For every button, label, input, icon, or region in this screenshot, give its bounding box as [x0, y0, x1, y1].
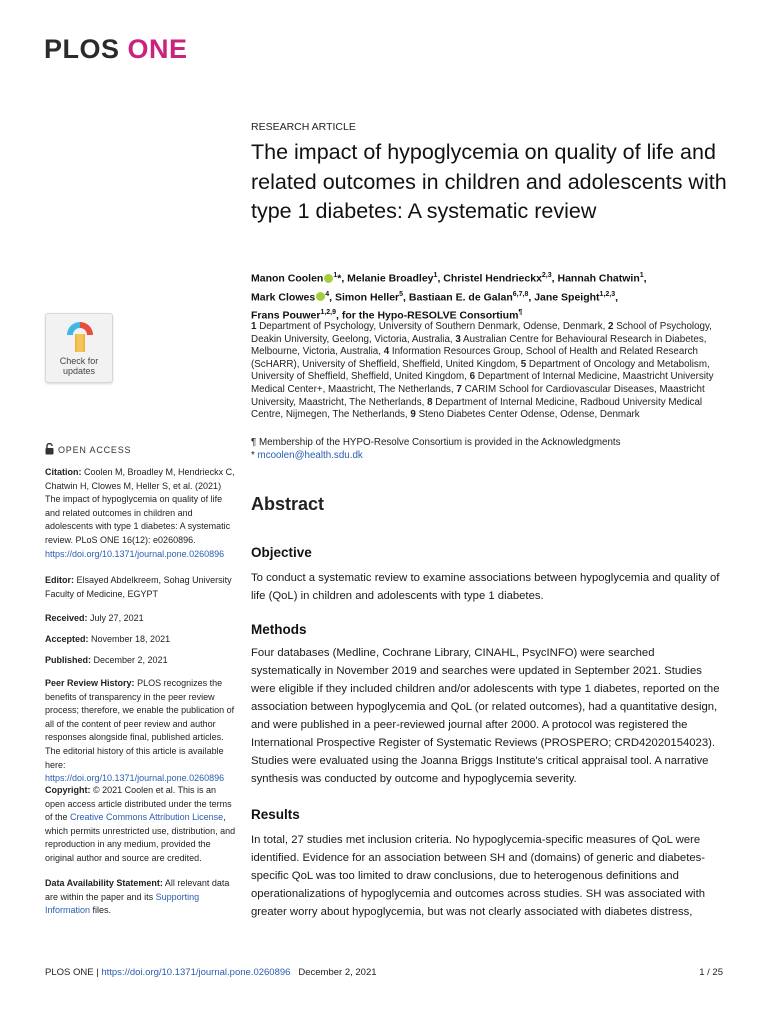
- footer-doi-link[interactable]: https://doi.org/10.1371/journal.pone.0260896: [101, 967, 291, 978]
- citation-block: [45, 466, 237, 561]
- data-availability-label: Data Availability Statement:: [45, 878, 163, 888]
- logo-plos-text: PLOS: [44, 34, 120, 64]
- affiliation-number: 8: [427, 396, 433, 408]
- author-name[interactable]: Frans Pouwer: [251, 309, 321, 322]
- consortium-name: for the Hypo-RESOLVE Consortium: [341, 309, 519, 322]
- open-lock-icon: [45, 443, 54, 457]
- author-name[interactable]: Jane Speight: [534, 291, 600, 303]
- badge-line-1: Check for: [59, 356, 99, 366]
- affiliation-text: Department of Internal Medicine, Radboud University Medical Centre, Nijmegen, The Netherlands,: [251, 396, 703, 421]
- orcid-icon[interactable]: [316, 292, 325, 301]
- supporting-information-link[interactable]: Supporting Information: [45, 891, 200, 916]
- copyright-block: [45, 784, 237, 866]
- author-separator: ,: [336, 309, 342, 322]
- author-separator: ,: [528, 291, 535, 303]
- corresponding-email-link[interactable]: mcoolen@health.sdu.dk: [257, 450, 363, 461]
- published-block: [45, 654, 237, 668]
- author-separator: ,: [643, 272, 647, 285]
- affiliation-number: 5: [520, 358, 527, 370]
- affiliation-text: School of Psychology, Deakin University, Geelong, Victoria, Australia,: [251, 321, 712, 345]
- orcid-icon[interactable]: [324, 274, 333, 283]
- page-number: 1 / 25: [699, 967, 723, 978]
- author-separator: ,: [329, 291, 335, 303]
- citation-doi-link[interactable]: https://doi.org/10.1371/journal.pone.0260896: [45, 548, 225, 559]
- affiliations: [251, 321, 726, 422]
- methods-text: Four databases (Medline, Cochrane Library, CINAHL, PsycINFO) were searched systematically in November 2019 and searches were updated in September 2021. Studies were eligible if they included children and/or adolescents with type 1 diabetes, reported on the association between hypoglycemia and QoL (or related outcomes), had a quantitative design, and were published in a peer-reviewed journal after 2000. A protocol was registered the International Prospective Register of Systematic Reviews (PROSPERO; CRD42020154023). Studies were evaluated using the Joanna Briggs Institute's critical appraisal tool. A narrative synthesis was conducted by outcome and hypoglycemia severity.: [251, 647, 720, 785]
- copyright-text-end: , which permits unrestricted use, distribution, and reproduction in any medium, provided the original author and source are credited.: [45, 812, 236, 863]
- author-affiliation-sup: 1: [433, 272, 438, 279]
- peer-review-block: [45, 677, 237, 786]
- open-access-text: OPEN ACCESS: [58, 445, 132, 455]
- objective-heading: Objective: [251, 545, 312, 560]
- badge-line-2: updates: [62, 366, 96, 376]
- data-availability-text-end: files.: [92, 905, 112, 916]
- peer-review-label: Peer Review History:: [45, 678, 135, 688]
- abstract-heading: Abstract: [251, 494, 325, 514]
- accepted-label: Accepted:: [45, 634, 89, 644]
- author-affiliation-sup: 1,2,3: [599, 290, 616, 298]
- data-availability-block: [45, 877, 237, 918]
- author-list: [251, 268, 731, 324]
- affiliation-number: 6: [469, 371, 476, 383]
- consortium-mark: ¶: [518, 309, 523, 316]
- author-affiliation-sup: 1: [639, 272, 644, 279]
- open-access-label: [45, 443, 131, 457]
- affiliation-text: CARIM School for Cardiovascular Diseases, Maastricht University, Maastricht, The Netherlands,: [251, 383, 705, 408]
- footer-journal: PLOS ONE: [45, 967, 94, 978]
- peer-review-text: PLOS recognizes the benefits of transparency in the peer review process; therefore, we enable the publication of all of the content of peer review and author responses alongside final, published articles. The editorial history of this article is available here:: [45, 678, 235, 770]
- crossmark-icon: [65, 320, 95, 354]
- author-separator: ,: [551, 272, 558, 285]
- consortium-note: ¶ Membership of the HYPO-Resolve Consortium is provided in the Acknowledgments: [251, 437, 621, 448]
- affiliation-number: 2: [608, 321, 614, 332]
- results-heading: Results: [251, 807, 300, 822]
- author-name[interactable]: Melanie Broadley: [347, 272, 434, 285]
- editor-text: Elsayed Abdelkreem, Sohag University Faculty of Medicine, EGYPT: [45, 575, 232, 599]
- author-separator: *,: [337, 272, 348, 285]
- methods-heading: Methods: [251, 622, 307, 637]
- citation-text: Coolen M, Broadley M, Hendrieckx C, Chatwin H, Clowes M, Heller S, et al. (2021) The impact of hypoglycemia on quality of life and related outcomes in children and adolescents with type 1 diabetes: A systematic review. PLoS ONE 16(12): e0260896.: [45, 467, 235, 545]
- article-title: The impact of hypoglycemia on quality of life and related outcomes in children and adolescents with type 1 diabetes: A systematic review: [251, 140, 727, 223]
- accepted-date: November 18, 2021: [91, 634, 171, 644]
- affiliation-number: 4: [383, 346, 390, 358]
- received-label: Received:: [45, 613, 88, 623]
- check-for-updates-badge[interactable]: [45, 313, 113, 383]
- author-name[interactable]: Simon Heller: [334, 291, 400, 303]
- check-for-updates-label: [46, 356, 112, 376]
- affiliation-number: 1: [251, 321, 257, 332]
- author-separator: ,: [403, 291, 409, 303]
- affiliation-text: Department of Internal Medicine, Maastricht University Medical Center+, Maastricht, The Netherlands,: [251, 371, 714, 395]
- author-name[interactable]: Manon Coolen: [251, 272, 324, 285]
- affiliation-text: Australian Centre for Behavioural Research in Diabetes, Melbourne, Victoria, Australia,: [251, 333, 707, 358]
- editor-label: Editor:: [45, 575, 74, 585]
- cc-license-link[interactable]: Creative Commons Attribution License: [70, 812, 224, 823]
- author-separator: ,: [437, 272, 444, 285]
- article-type: RESEARCH ARTICLE: [251, 121, 356, 133]
- peer-review-link[interactable]: https://doi.org/10.1371/journal.pone.0260896: [45, 773, 225, 784]
- author-affiliation-sup: 2,3: [541, 272, 552, 279]
- author-affiliation-sup: 5: [399, 290, 404, 298]
- affiliation-text: Department of Psychology, University of Southern Denmark, Odense, Denmark,: [259, 321, 606, 332]
- affiliation-number: 9: [410, 409, 416, 421]
- received-block: [45, 612, 237, 626]
- author-affiliation-sup: 4: [325, 290, 330, 298]
- logo-one-text: ONE: [127, 34, 188, 64]
- author-name[interactable]: Christel Hendrieckx: [443, 272, 542, 285]
- author-name[interactable]: Mark Clowes: [251, 291, 316, 303]
- affiliation-text: Department of Oncology and Metabolism, University of Sheffield, Sheffield, United Kingdom,: [251, 358, 710, 383]
- author-affiliation-sup: 1,2,9: [320, 309, 337, 316]
- author-name[interactable]: Bastiaan E. de Galan: [408, 291, 513, 303]
- copyright-label: Copyright:: [45, 785, 91, 795]
- plos-one-logo[interactable]: [44, 36, 188, 63]
- received-date: July 27, 2021: [90, 613, 144, 623]
- corresponding-email-line: [251, 450, 363, 461]
- data-availability-text: All relevant data are within the paper and its: [45, 878, 230, 902]
- affiliation-number: 7: [456, 383, 462, 395]
- published-date: December 2, 2021: [93, 655, 168, 665]
- author-affiliation-sup: 1: [333, 272, 338, 279]
- author-separator: ,: [615, 291, 619, 303]
- results-text: In total, 27 studies met inclusion criteria. No hypoglycemia-specific measures of QoL were identified. Evidence for an association between SH and (domains) of generic and diabetes-specific QoL was too limited to draw conclusions, due to heterogenous definitions and operationalizations of hypoglycemia and outcomes across studies. SH was associated with greater worry about hypoglycemia, but was not clearly associated with diabetes distress,: [251, 834, 706, 918]
- editor-block: [45, 574, 237, 601]
- footer-date: December 2, 2021: [298, 967, 377, 978]
- copyright-text: © 2021 Coolen et al. This is an open access article distributed under the terms of the: [45, 785, 232, 823]
- citation-label: Citation:: [45, 467, 82, 477]
- objective-text: To conduct a systematic review to examine associations between hypoglycemia and quality of life (QoL) in children and adolescents with type 1 diabetes.: [251, 572, 720, 602]
- author-affiliation-sup: 6,7,8: [512, 290, 529, 298]
- email-prefix: *: [251, 450, 258, 461]
- affiliation-text: Steno Diabetes Center Odense, Odense, Denmark: [418, 409, 640, 421]
- accepted-block: [45, 633, 237, 647]
- affiliation-number: 3: [455, 333, 461, 345]
- page-footer: [45, 967, 723, 978]
- published-label: Published:: [45, 655, 92, 665]
- affiliation-text: Information Resources Group, School of Health and Related Research (ScHARR), University of Sheffield, Sheffield, United Kingdom,: [251, 346, 698, 370]
- footer-separator: |: [93, 967, 102, 978]
- author-name[interactable]: Hannah Chatwin: [557, 272, 640, 285]
